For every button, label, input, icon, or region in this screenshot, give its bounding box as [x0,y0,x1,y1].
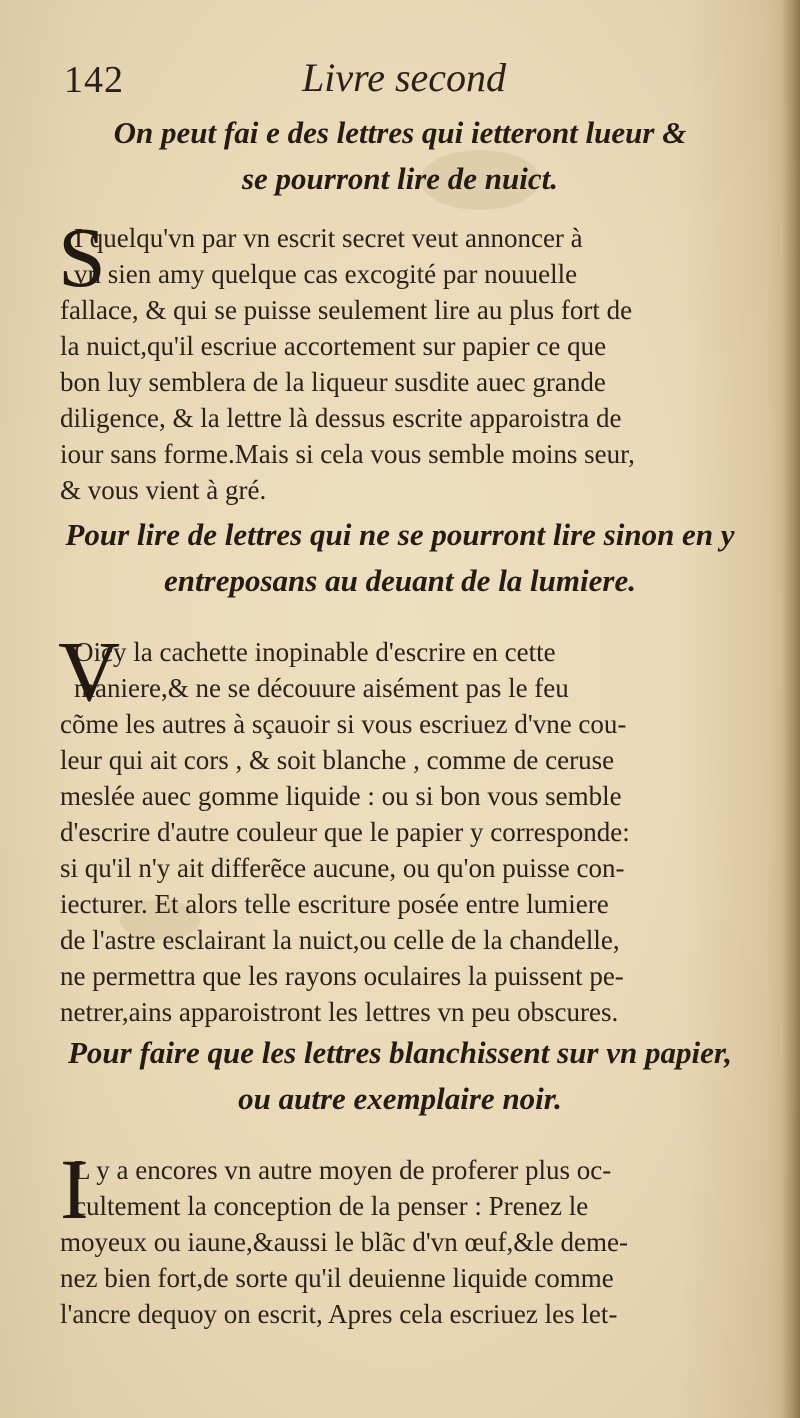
text-line: iecturer. Et alors telle escriture posée entre lumiere [60,889,609,919]
text-line: bon luy semblera de la liqueur susdite auec grande [60,367,606,397]
heading-line: ou autre exemplaire noir. [238,1081,562,1116]
text-line: diligence, & la lettre là dessus escrite apparoistra de [60,403,622,433]
text-line: de l'astre esclairant la nuict,ou celle de la chandelle, [60,925,620,955]
heading-line: se pourront lire de nuict. [241,161,559,196]
paragraph [0,209,800,508]
text-line: & vous vient à gré. [60,475,267,505]
heading-line: Pour lire de lettres qui ne se pourront lire sinon en y [65,517,735,552]
text-line: fallace, & qui se puisse seulement lire au plus fort de [60,295,633,325]
section-heading [0,512,800,604]
text-line: si qu'il n'y ait differẽce aucune, ou qu'on puisse con- [60,853,625,883]
text-line: d'escrire d'autre couleur que le papier y corresponde: [60,817,630,847]
text-line: nez bien fort,de sorte qu'il deuienne liquide comme [60,1263,614,1293]
paragraph [0,1141,800,1332]
paragraph [0,623,800,1030]
page-number: 142 [64,59,124,101]
running-head: Livre second [302,55,507,100]
heading-line: On peut fai e des lettres qui ietteront lueur & [113,115,687,150]
text-line: cõme les autres à sçauoir si vous escriuez d'vne cou- [60,709,627,739]
text-line: leur qui ait cors , & soit blanche , comme de ceruse [60,745,615,775]
text-line: la nuict,qu'il escriue accortement sur papier ce que [60,331,607,361]
heading-line: Pour faire que les lettres blanchissent sur vn papier, [68,1035,732,1070]
text-line: vn sien amy quelque cas excogité par nouuelle [74,259,578,289]
section-2 [0,512,800,1030]
section-3 [0,1030,800,1332]
section-1 [0,110,800,508]
text-line: moyeux ou iaune,&aussi le blãc d'vn œuf,&le deme- [60,1227,628,1257]
section-heading [0,110,800,202]
text-line: ne permettra que les rayons oculaires la puissent pe- [60,961,624,991]
text-line: netrer,ains apparoistront les lettres vn peu obscures. [60,997,619,1027]
text-line: meslée auec gomme liquide : ou si bon vous semble [60,781,622,811]
drop-cap: V [58,623,121,719]
text-line: iour sans forme.Mais si cela vous semble moins seur, [60,439,635,469]
text-line: I quelqu'vn par vn escrit secret veut annoncer à [74,223,583,253]
text-line: maniere,& ne se découure aisément pas le feu [74,673,569,703]
text-line: Oicy la cachette inopinable d'escrire en cette [74,637,556,667]
drop-cap: S [58,209,106,305]
text-line: l'ancre dequoy on escrit, Apres cela escriuez les let- [60,1299,618,1329]
heading-line: entreposans au deuant de la lumiere. [164,563,636,598]
text-line: L y a encores vn autre moyen de proferer plus oc- [74,1155,612,1185]
section-heading [0,1030,800,1122]
text-line: cultement la conception de la penser : Prenez le [74,1191,589,1221]
drop-cap: I [60,1141,89,1237]
